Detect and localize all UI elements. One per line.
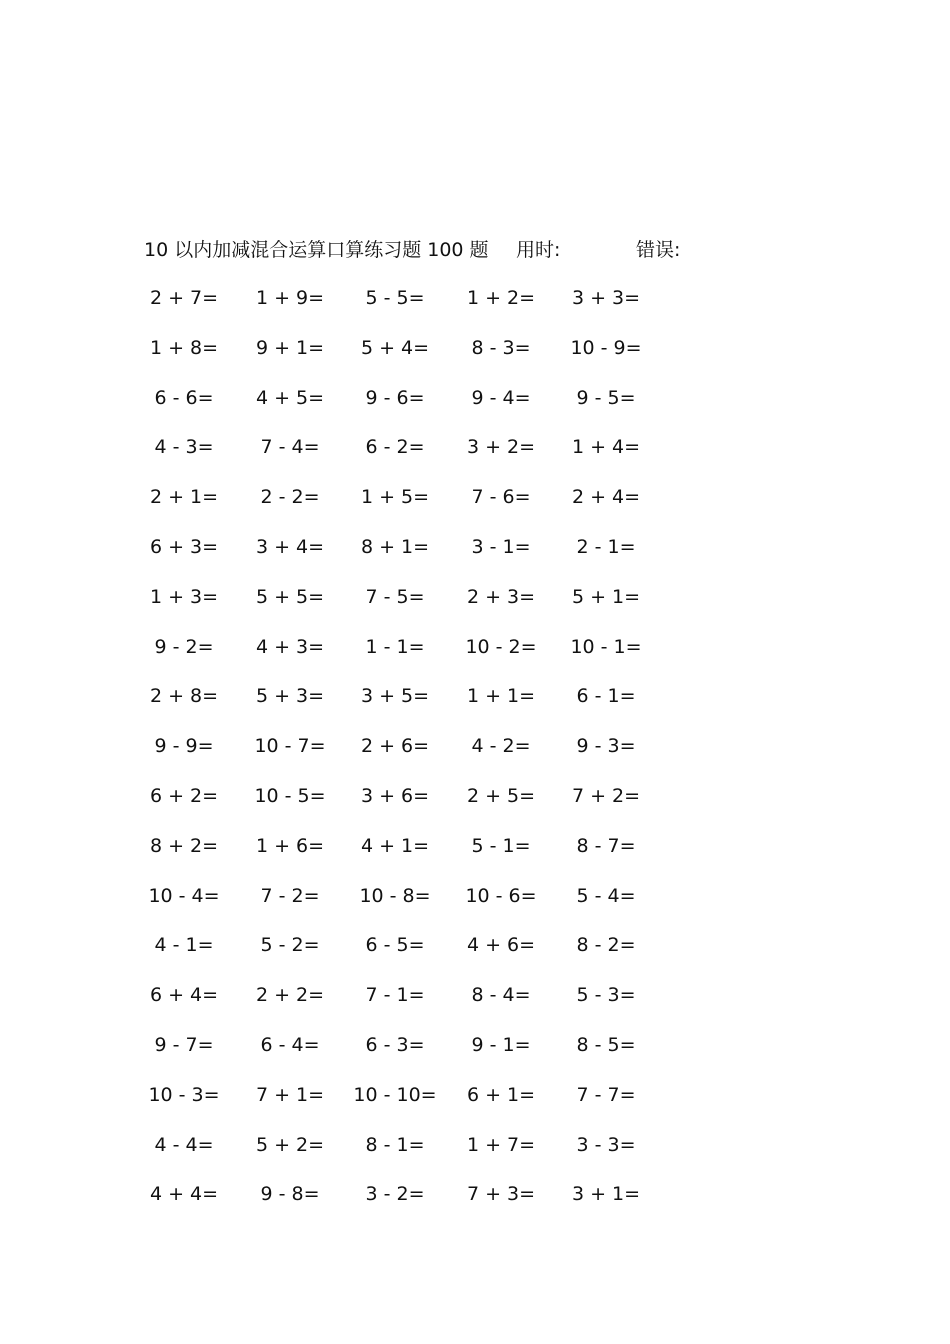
problem-item: 7 - 4= — [260, 436, 320, 459]
problem-item: 9 + 1= — [255, 336, 325, 359]
worksheet-header — [144, 235, 844, 265]
problem-item: 5 + 1= — [571, 585, 641, 608]
problem-item: 7 - 7= — [576, 1083, 636, 1106]
problem-item: 1 + 4= — [571, 436, 641, 459]
problem-row — [144, 329, 704, 379]
problem-row — [144, 976, 704, 1026]
time-used-label: 用时: — [516, 239, 561, 261]
problem-item: 6 + 1= — [466, 1083, 536, 1106]
problem-item: 3 + 3= — [571, 287, 641, 309]
problem-item: 3 + 4= — [255, 535, 325, 558]
problem-row — [144, 1126, 704, 1176]
problem-item: 1 + 8= — [149, 336, 219, 359]
problem-item: 9 - 7= — [154, 1033, 214, 1056]
problem-item: 4 - 3= — [154, 436, 214, 459]
problem-item: 2 - 2= — [260, 486, 320, 509]
problem-item: 6 + 3= — [149, 535, 219, 558]
problem-item: 7 + 2= — [571, 784, 641, 807]
problem-item: 8 + 2= — [149, 834, 219, 857]
problem-item: 10 - 5= — [254, 784, 326, 807]
problem-item: 4 + 3= — [255, 635, 325, 658]
problem-row — [144, 428, 704, 478]
problem-item: 4 + 4= — [149, 1183, 219, 1206]
problem-item: 4 - 4= — [154, 1133, 214, 1156]
problem-item: 5 - 2= — [260, 934, 320, 957]
problem-row — [144, 926, 704, 976]
problem-item: 9 - 8= — [260, 1183, 320, 1206]
problem-item: 2 + 8= — [149, 685, 219, 708]
problem-item: 6 - 4= — [260, 1033, 320, 1056]
problem-item: 8 - 4= — [471, 984, 531, 1007]
problem-item: 10 - 9= — [570, 336, 642, 359]
problem-row — [144, 628, 704, 678]
problem-item: 9 - 9= — [154, 735, 214, 758]
worksheet-title: 10 以内加减混合运算口算练习题 100 题 — [144, 239, 489, 261]
problem-item: 7 - 5= — [365, 585, 425, 608]
problem-row — [144, 279, 704, 329]
problem-item: 2 + 3= — [466, 585, 536, 608]
problem-row — [144, 1175, 704, 1225]
problem-item: 10 - 6= — [465, 884, 537, 907]
problem-item: 5 + 4= — [360, 336, 430, 359]
problem-row — [144, 379, 704, 429]
problem-item: 8 - 1= — [365, 1133, 425, 1156]
problem-item: 7 + 1= — [255, 1083, 325, 1106]
problem-item: 1 + 6= — [255, 834, 325, 857]
problem-item: 8 - 5= — [576, 1033, 636, 1056]
problem-item: 8 - 2= — [576, 934, 636, 957]
problem-grid — [144, 279, 704, 1225]
problem-row — [144, 1076, 704, 1126]
problem-item: 6 - 3= — [365, 1033, 425, 1056]
problem-item: 2 + 5= — [466, 784, 536, 807]
problem-item: 6 - 6= — [154, 386, 214, 409]
problem-item: 1 + 7= — [466, 1133, 536, 1156]
problem-row — [144, 827, 704, 877]
problem-item: 7 + 3= — [466, 1183, 536, 1206]
problem-item: 10 - 8= — [359, 884, 431, 907]
problem-item: 4 + 5= — [255, 386, 325, 409]
problem-item: 7 - 6= — [471, 486, 531, 509]
problem-item: 2 - 1= — [576, 535, 636, 558]
problem-item: 9 - 1= — [471, 1033, 531, 1056]
problem-item: 5 - 1= — [471, 834, 531, 857]
problem-row — [144, 528, 704, 578]
problem-item: 10 - 3= — [148, 1083, 220, 1106]
problem-row — [144, 877, 704, 927]
problem-item: 1 + 9= — [255, 287, 325, 309]
problem-item: 1 - 1= — [365, 635, 425, 658]
problem-item: 10 - 1= — [570, 635, 642, 658]
problem-item: 3 + 1= — [571, 1183, 641, 1206]
problem-item: 10 - 10= — [353, 1083, 437, 1106]
problem-item: 3 - 2= — [365, 1183, 425, 1206]
problem-item: 5 - 5= — [365, 287, 425, 309]
problem-item: 8 + 1= — [360, 535, 430, 558]
problem-item: 4 + 1= — [360, 834, 430, 857]
problem-item: 6 - 1= — [576, 685, 636, 708]
problem-item: 3 - 1= — [471, 535, 531, 558]
problem-item: 6 + 2= — [149, 784, 219, 807]
problem-item: 4 - 2= — [471, 735, 531, 758]
problem-item: 7 - 2= — [260, 884, 320, 907]
problem-item: 3 - 3= — [576, 1133, 636, 1156]
problem-row — [144, 1026, 704, 1076]
problem-item: 7 - 1= — [365, 984, 425, 1007]
problem-row — [144, 478, 704, 528]
problem-item: 9 - 5= — [576, 386, 636, 409]
problem-item: 1 + 1= — [466, 685, 536, 708]
problem-item: 2 + 1= — [149, 486, 219, 509]
problem-item: 5 - 4= — [576, 884, 636, 907]
problem-item: 4 - 1= — [154, 934, 214, 957]
problem-item: 4 + 6= — [466, 934, 536, 957]
problem-item: 2 + 7= — [149, 287, 219, 309]
problem-item: 5 + 5= — [255, 585, 325, 608]
problem-item: 8 - 7= — [576, 834, 636, 857]
error-count-label: 错误: — [636, 239, 681, 261]
problem-item: 9 - 6= — [365, 386, 425, 409]
problem-item: 6 - 2= — [365, 436, 425, 459]
problem-row — [144, 777, 704, 827]
problem-item: 6 - 5= — [365, 934, 425, 957]
problem-item: 8 - 3= — [471, 336, 531, 359]
problem-item: 10 - 7= — [254, 735, 326, 758]
problem-item: 10 - 4= — [148, 884, 220, 907]
problem-item: 3 + 5= — [360, 685, 430, 708]
problem-item: 5 + 2= — [255, 1133, 325, 1156]
problem-item: 1 + 2= — [466, 287, 536, 309]
problem-item: 1 + 3= — [149, 585, 219, 608]
problem-row — [144, 578, 704, 628]
problem-item: 2 + 6= — [360, 735, 430, 758]
problem-item: 3 + 6= — [360, 784, 430, 807]
problem-item: 9 - 2= — [154, 635, 214, 658]
problem-item: 2 + 2= — [255, 984, 325, 1007]
problem-item: 3 + 2= — [466, 436, 536, 459]
problem-row — [144, 677, 704, 727]
problem-item: 9 - 4= — [471, 386, 531, 409]
problem-item: 9 - 3= — [576, 735, 636, 758]
problem-item: 5 - 3= — [576, 984, 636, 1007]
problem-item: 6 + 4= — [149, 984, 219, 1007]
problem-item: 1 + 5= — [360, 486, 430, 509]
problem-item: 5 + 3= — [255, 685, 325, 708]
problem-item: 2 + 4= — [571, 486, 641, 509]
problem-item: 10 - 2= — [465, 635, 537, 658]
problem-row — [144, 727, 704, 777]
